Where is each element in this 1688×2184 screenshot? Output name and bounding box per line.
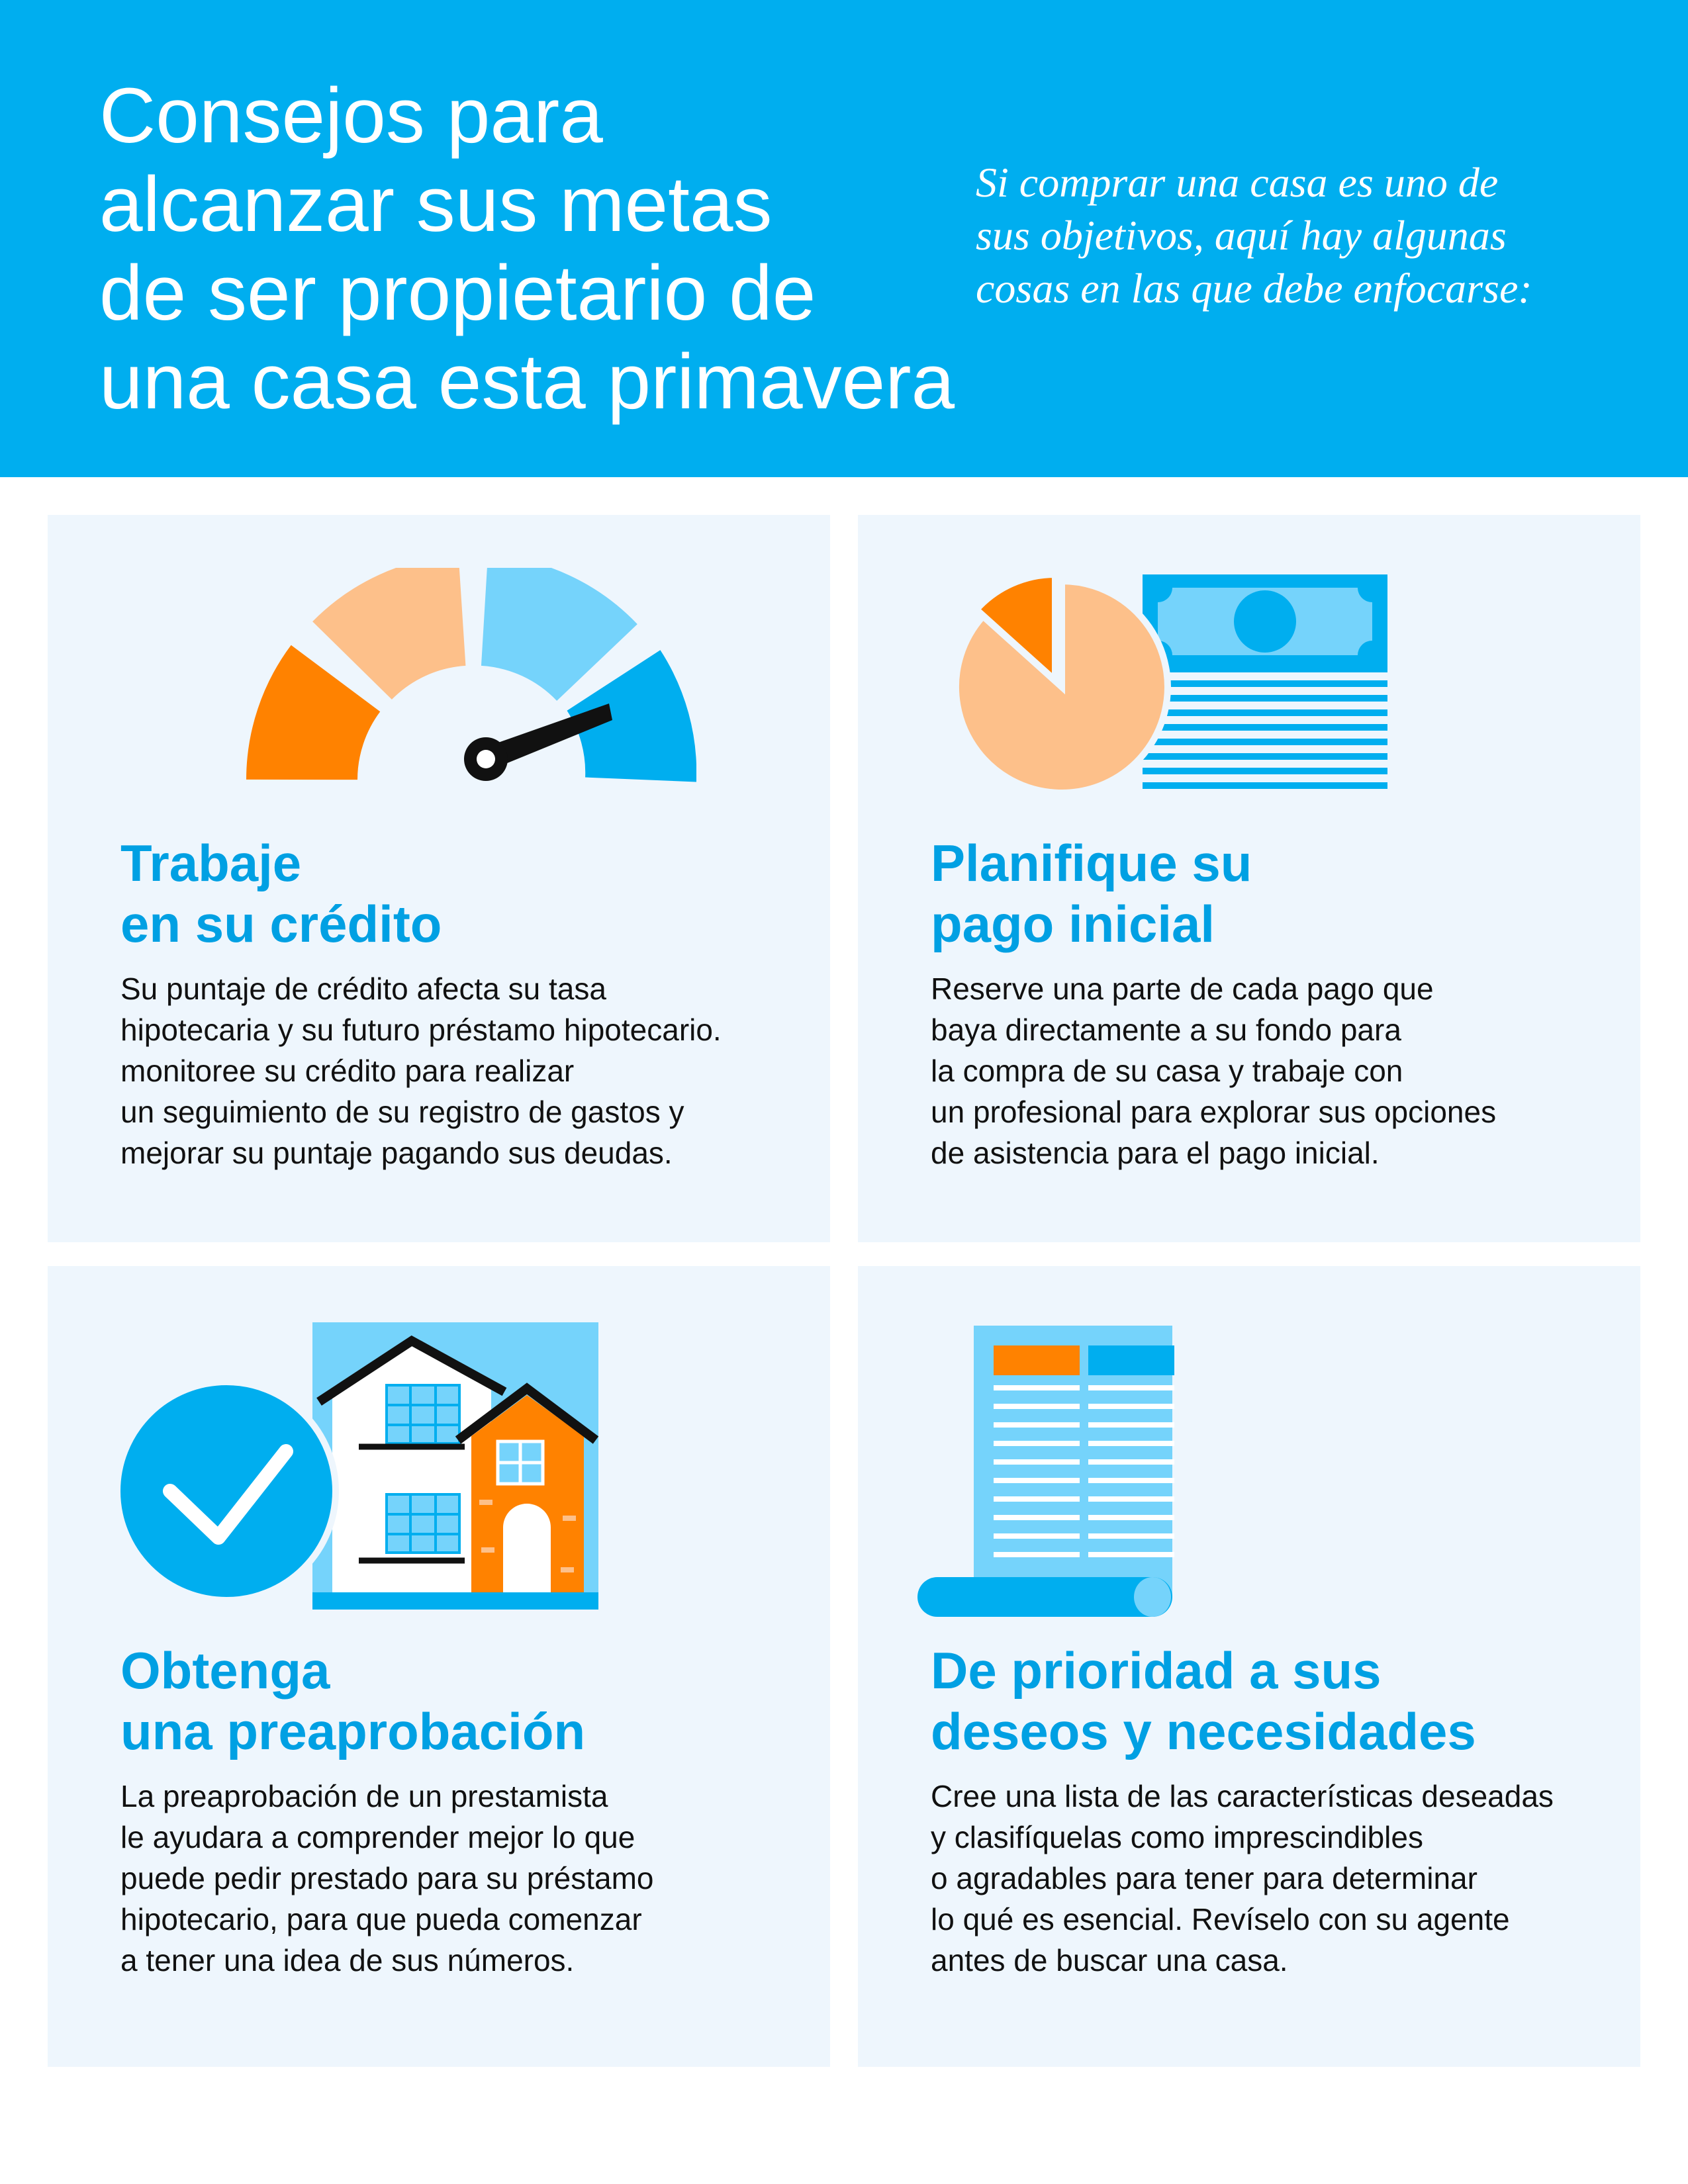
card-title-line: en su crédito [120,895,442,953]
pie-chart-money-icon [957,574,1394,793]
card-text-line: un seguimiento de su registro de gastos y [120,1095,684,1129]
card-text-line: Su puntaje de crédito afecta su tasa [120,972,606,1006]
page-subtitle-line: cosas en las que debe enfocarse: [976,265,1532,312]
card-title [931,1640,1476,1762]
card-text [931,968,1496,1173]
card-title-line: Trabaje [120,834,302,892]
header-banner [0,0,1688,477]
card-title [120,833,442,954]
tip-card-priorities [858,1266,1640,2067]
card-text-line: La preaprobación de un prestamista [120,1779,608,1813]
money-bill-icon [1143,574,1387,789]
card-text-line: lo qué es esencial. Revíselo con su agente [931,1902,1510,1936]
pie-chart-icon [957,574,1168,793]
card-text-line: y clasifíquelas como imprescindibles [931,1820,1423,1854]
house-icon [312,1322,598,1610]
page-title [99,71,1039,426]
card-title-line: una preaprobación [120,1702,586,1760]
page-title-line: Consejos para [99,72,603,159]
card-title [931,833,1252,954]
card-text-line: mejorar su puntaje pagando sus deudas. [120,1136,673,1170]
card-text-line: Cree una lista de las características deseadas [931,1779,1554,1813]
card-text-line: a tener una idea de sus números. [120,1943,575,1978]
card-text-line: de asistencia para el pago inicial. [931,1136,1380,1170]
card-title-line: Obtenga [120,1641,330,1700]
checklist-scroll-icon [911,1326,1189,1630]
credit-gauge-icon [246,568,696,793]
checkmark-circle-icon [120,1382,336,1600]
card-title-line: De prioridad a sus [931,1641,1382,1700]
card-text-line: hipotecaria y su futuro préstamo hipotecario. [120,1013,722,1047]
page-subtitle [976,156,1638,315]
card-text-line: hipotecario, para que pueda comenzar [120,1902,642,1936]
card-text-line: puede pedir prestado para su préstamo [120,1861,654,1895]
tip-card-preapproval [48,1266,830,2067]
card-text-line: la compra de su casa y trabaje con [931,1054,1403,1088]
card-text [120,1776,654,1981]
card-title [120,1640,585,1762]
card-text-line: le ayudara a comprender mejor lo que [120,1820,635,1854]
card-title-line: deseos y necesidades [931,1702,1476,1760]
card-text [931,1776,1554,1981]
page-title-line: de ser propietario de [99,250,816,337]
page-title-line: alcanzar sus metas [99,161,773,248]
tip-card-credit [48,515,830,1242]
card-text-line: o agradables para tener para determinar [931,1861,1477,1895]
card-text-line: un profesional para explorar sus opciones [931,1095,1497,1129]
card-text-line: antes de buscar una casa. [931,1943,1288,1978]
card-text [120,968,722,1173]
card-title-line: pago inicial [931,895,1215,953]
page-subtitle-line: sus objetivos, aquí hay algunas [976,212,1507,259]
page-title-line: una casa esta primavera [99,338,955,426]
checkmark-house-icon [120,1322,650,1614]
page-subtitle-line: Si comprar una casa es uno de [976,159,1499,206]
tip-card-down-payment [858,515,1640,1242]
card-title-line: Planifique su [931,834,1252,892]
card-text-line: monitoree su crédito para realizar [120,1054,575,1088]
card-text-line: baya directamente a su fondo para [931,1013,1401,1047]
card-text-line: Reserve una parte de cada pago que [931,972,1434,1006]
